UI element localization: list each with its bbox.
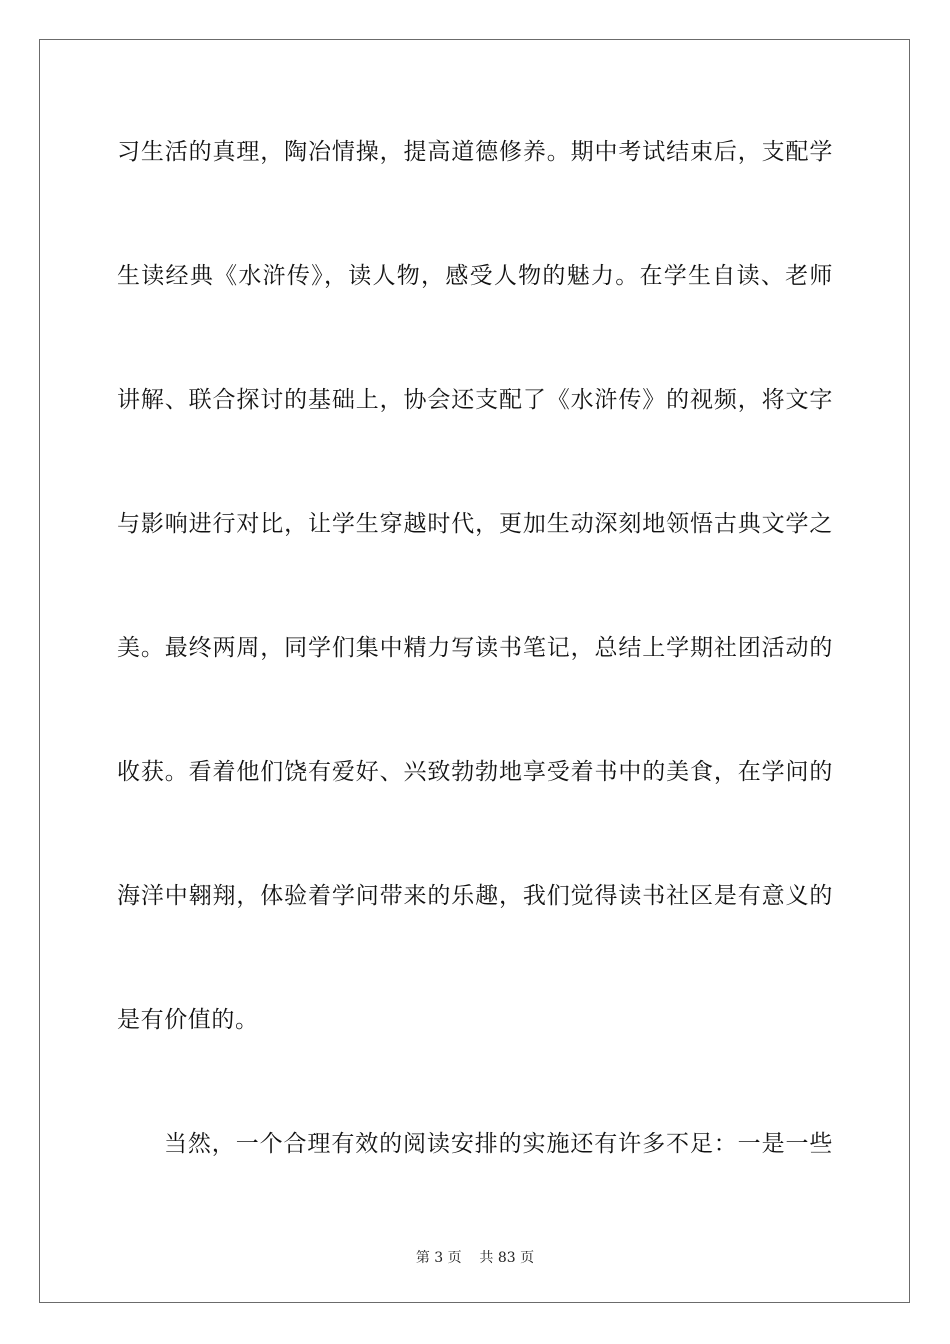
paragraph-line: 习生活的真理，陶冶情操，提高道德修养。期中考试结束后，支配学 xyxy=(117,139,833,165)
page-number-footer: 第 3 页 共 83 页 xyxy=(415,1250,535,1266)
paragraph-line: 当然，一个合理有效的阅读安排的实施还有许多不足：一是一些 xyxy=(164,1131,833,1157)
page-frame xyxy=(39,39,910,1303)
paragraph-line: 是有价值的。 xyxy=(117,1007,259,1033)
paragraph-line: 与影响进行对比，让学生穿越时代，更加生动深刻地领悟古典文学之 xyxy=(117,511,833,537)
paragraph-line: 讲解、联合探讨的基础上，协会还支配了《水浒传》的视频，将文字 xyxy=(117,387,833,413)
paragraph-line: 生读经典《水浒传》，读人物，感受人物的魅力。在学生自读、老师 xyxy=(117,263,833,289)
paragraph-line: 收获。看着他们饶有爱好、兴致勃勃地享受着书中的美食，在学问的 xyxy=(117,759,833,785)
paragraph-line: 海洋中翱翔，体验着学问带来的乐趣，我们觉得读书社区是有意义的 xyxy=(117,883,833,909)
paragraph-line: 美。最终两周，同学们集中精力写读书笔记，总结上学期社团活动的 xyxy=(117,635,833,661)
